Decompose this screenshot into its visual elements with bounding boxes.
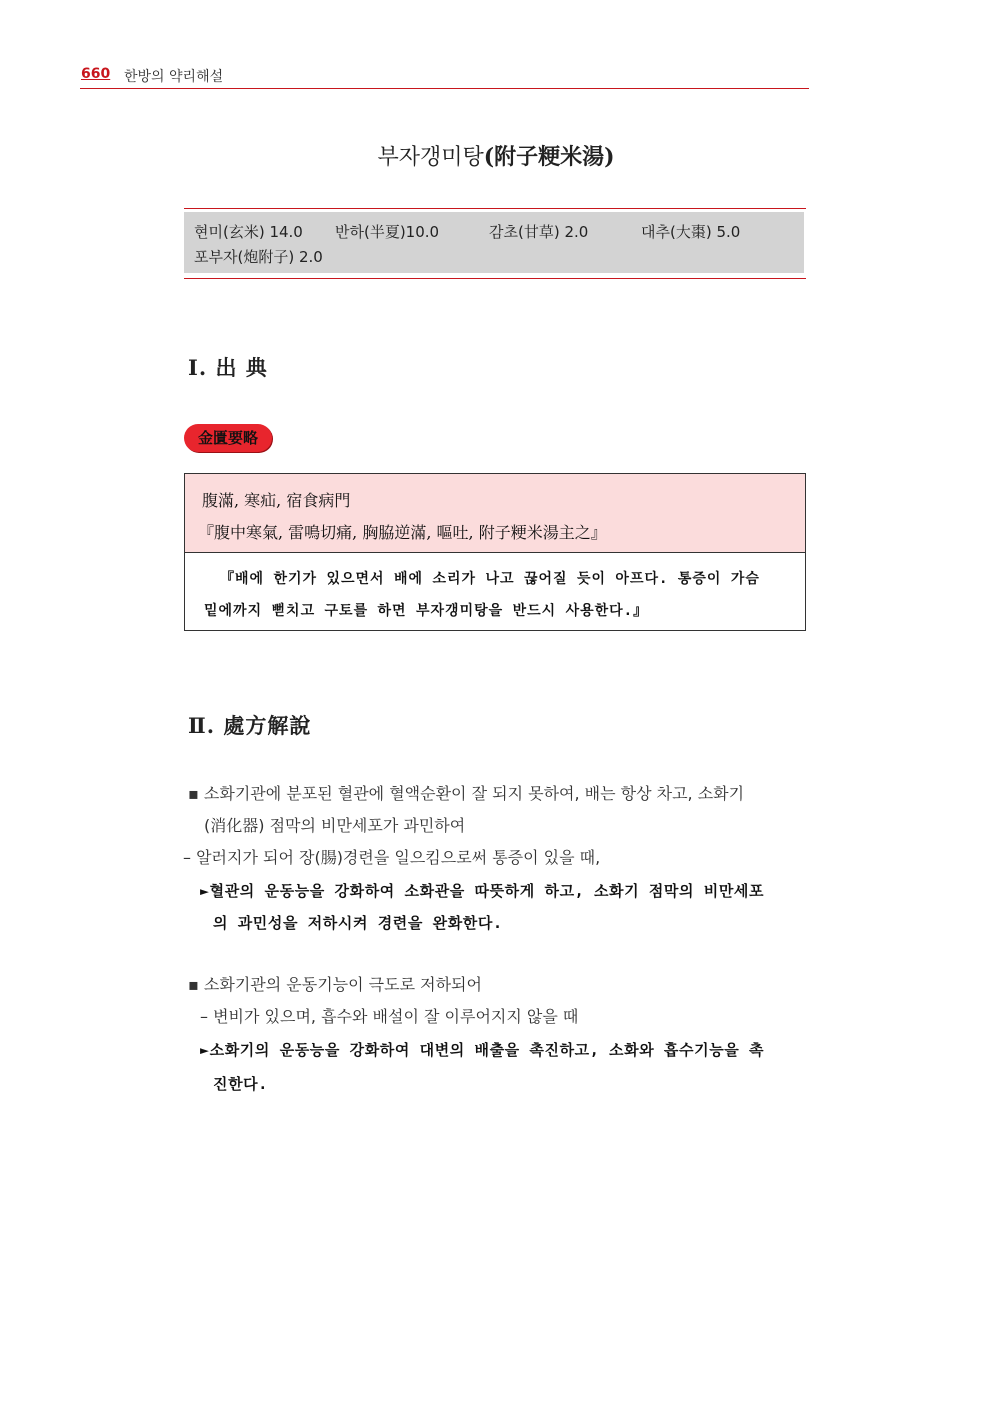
quote-translation-line: 『배에 한기가 있으면서 배에 소리가 나고 끊어질 듯이 아프다. 통증이 가슴 bbox=[220, 571, 760, 587]
prescription-title bbox=[0, 140, 992, 171]
ingredient-bottom-rule bbox=[184, 278, 806, 279]
explanation-condition: – 변비가 있으며, 흡수와 배설이 잘 이루어지지 않을 때 bbox=[200, 1007, 579, 1026]
explanation-bullet: ▪ 소화기관에 분포된 혈관에 혈액순환이 잘 되지 못하여, 배는 항상 차고, 소화기 bbox=[188, 784, 745, 803]
header-rule bbox=[80, 88, 809, 89]
ingredient-top-rule bbox=[184, 208, 806, 209]
title-korean: 부자갱미탕 bbox=[377, 145, 484, 170]
source-badge: 金匱要略 bbox=[184, 424, 272, 452]
page-number: 660 bbox=[81, 66, 111, 82]
explanation-effect: ►혈관의 운동능을 강화하여 소화관을 따뜻하게 하고, 소화기 점막의 비만세포 bbox=[200, 882, 765, 900]
title-hanja: (附子粳米湯) bbox=[483, 144, 615, 170]
ingredient-item: 반하(半夏)10.0 bbox=[335, 223, 440, 241]
ingredient-item: 포부자(炮附子) 2.0 bbox=[194, 248, 323, 266]
ingredient-item: 감초(甘草) 2.0 bbox=[489, 223, 589, 241]
section-heading-source: Ⅰ. 出 典 bbox=[188, 355, 268, 380]
explanation-effect: ►소화기의 운동능을 강화하여 대변의 배출을 촉진하고, 소화와 흡수기능을 촉 bbox=[200, 1041, 765, 1059]
quote-original-text: 『腹中寒氣, 雷鳴切痛, 胸脇逆滿, 嘔吐, 附子粳米湯主之』 bbox=[198, 523, 607, 542]
explanation-condition: – 알러지가 되어 장(腸)경련을 일으킴으로써 통증이 있을 때, bbox=[183, 848, 601, 867]
explanation-text: (消化器) 점막의 비만세포가 과민하여 bbox=[204, 816, 466, 835]
explanation-effect: 의 과민성을 저하시켜 경련을 완화한다. bbox=[213, 914, 503, 932]
explanation-bullet: ▪ 소화기관의 운동기능이 극도로 저하되어 bbox=[188, 975, 482, 994]
ingredient-item: 현미(玄米) 14.0 bbox=[194, 223, 303, 241]
ingredient-item: 대추(大棗) 5.0 bbox=[641, 223, 741, 241]
section-heading-explanation: Ⅱ. 處方解說 bbox=[188, 713, 312, 738]
quote-translation-line: 밑에까지 뻗치고 구토를 하면 부자갱미탕을 반드시 사용한다.』 bbox=[204, 603, 649, 619]
explanation-effect: 진한다. bbox=[213, 1075, 268, 1093]
quote-chapter: 腹滿, 寒疝, 宿食病門 bbox=[202, 491, 351, 510]
running-title: 한방의 약리해설 bbox=[124, 69, 224, 85]
